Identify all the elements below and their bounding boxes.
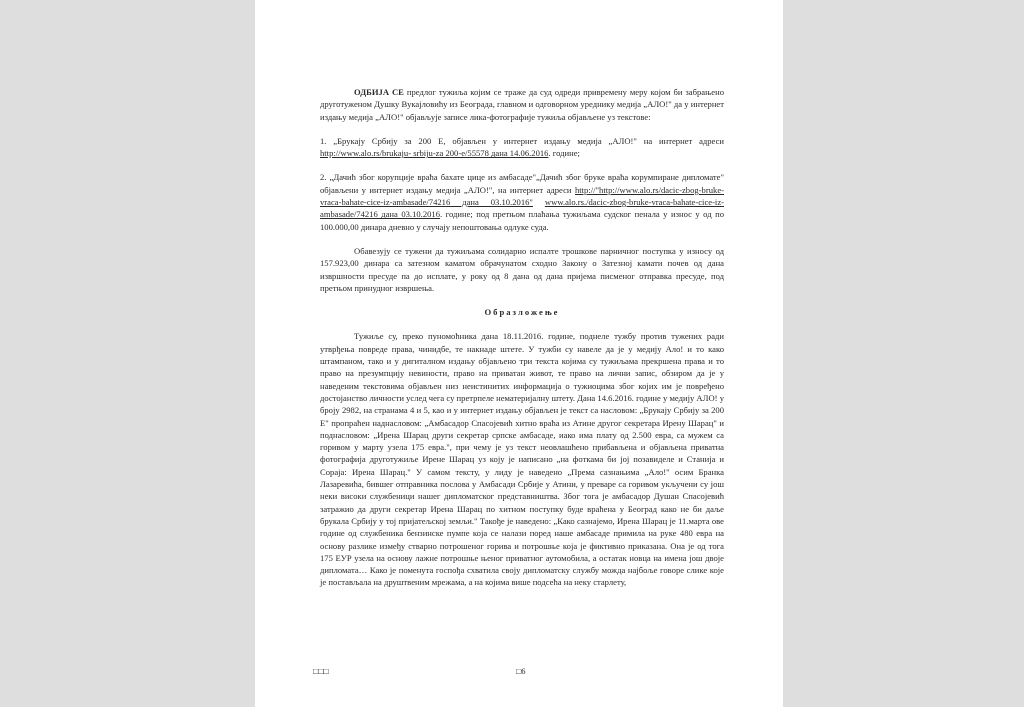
document-page xyxy=(255,0,783,707)
ruling-lead: ОДБИЈА СЕ xyxy=(354,87,404,97)
reasoning-paragraph: Тужиље су, преко пуномоћника дана 18.11.2016. године, поднеле тужбу против тужених ради утврђења повреде права, чинидбе, те накнаде штете. У тужби су навеле да је у медију Ало! и то како штампаном, тако и у дигиталном издању објављено три текста којима су тужиљама прекршена права и то право на презумпцију невиности, право на приватан живот, те право на лични запис, обзиром да је у наведеним текстовима објављен низ неистинитих информација о тужиоцима због којих им је повређено достојанство личности услед чега су претрпеле нематеријалну штету. Дана 14.6.2016. године у медију АЛО! у броју 2982, на странама 4 и 5, као и у интернет издању објављен је текст са насловом: „Брукају Србију за 200 Е" пропраћен наднасловом: „Амбасадор Спасојевић хитно враћа из Атине другог секретара Ирену Шарац" и поднасловом: „Ирена Шарац други секретар српске амбасаде, иако има плату од 2.500 евра, са мужем са горивом у марту узела 175 евра.", при чему је уз текст неовлашћено прибављена и објављена приватна фотографија друготужиље Ирене Шарац уз коју је написано „на фоткама би јој позавиделе и Станија и Сораја: Ирена Шарац." У самом тексту, у лиду је наведено „Према сазнањима „Ало!" осим Бранка Лазаревића, бившег отправника послова у Амбасади Србије у Атини, у преваре са горивом укључени су још неки високи службеници нашег дипломатског представништва. Због тога је амбасадор Душан Спасојевић затражио да други секретар Ирена Шарац по хитном поступку буде враћена у Београд како не би даље брукала Србију у тој пријатељској земљи." Такође је наведено: „Како сазнајемо, Ирена Шарац је 11.марта ове године од службеника бензинске пумпе која се налази поред наше амбасаде примила на руке 480 евра на основу разлике између стварно потрошеног горива и потрошње која је фиктивно приказана. Она је од тога 175 ЕУР узела на основу лажне потрошње њеног приватног аутомобила, а остатак новца на имена још двоје дипломата… Како је поменута госпођа схватила своју дипломатску службу можда најбоље говоре слике које је постављала на друштвеним мрежама, а на којима више подсећа на неку старлету, xyxy=(320,331,724,588)
document-body xyxy=(320,86,724,589)
costs-paragraph: Обавезују се тужени да тужиљама солидарно испалте трошкове парничног поступка у износу од 157.923,00 динара са затезном каматом обрачунатом сходно Закону о Затезној камати почев од дана извршности пресуде па до исплате, у року од 8 дана од дана пријема писменог отправка пресуде, под претњом принудног извршења. xyxy=(320,245,724,293)
link-2a[interactable]: http://"http://www.alo.rs/dacic-zbog-bruke-vraca-bahate-cice-iz-ambasade/74216 дана 03.10.2016" xyxy=(320,184,724,208)
list-item-1-end: . године; xyxy=(548,148,580,159)
link-2b[interactable]: www.alo.rs./dacic-zbog-bruke-vraca-bahate-cice-iz-ambasade/74216 дана 03.10.2016 xyxy=(320,197,724,220)
page-footer xyxy=(255,666,783,678)
section-heading: Образложење xyxy=(484,307,560,318)
link-1[interactable]: http://www.alo.rs/brukaju- srbiju-za 200-e/55578 дана 14.06.2016 xyxy=(320,148,549,159)
list-item-2-end: . године; под претњом плаћања тужиљама судског пенала у износ у од по 100.000,00 динара дневно у случају непоштовања одлуке суда. xyxy=(320,209,724,232)
ruling-paragraph xyxy=(320,86,724,123)
list-item-2 xyxy=(320,171,724,232)
footer-left-text: □□□ xyxy=(313,666,329,676)
list-item-1 xyxy=(320,135,724,160)
list-item-1-text: 1. „Брукају Србију за 200 Е, објављен у интернет издању медија „АЛО!" на интернет адреси xyxy=(320,135,724,146)
page-number: □6 xyxy=(516,666,526,676)
ruling-text: предлог тужиља којим се траже да суд одреди привремену меру којом би забрањено друготуженом Душку Вукајловићу из Београда, главном и одговорном уреднику медија „АЛО!" да у интернет издању медија „АЛО!" објављује записе лика-фотографије тужиља објављене уз текстове: xyxy=(320,87,724,122)
list-item-2-text: 2. „Дачић због корупције враћа бахате цице из амбасаде"„Дачић због бруке враћа корумпиране дипломате" објављени у интернет издању медија „АЛО!", на интернет адреси xyxy=(320,172,724,195)
